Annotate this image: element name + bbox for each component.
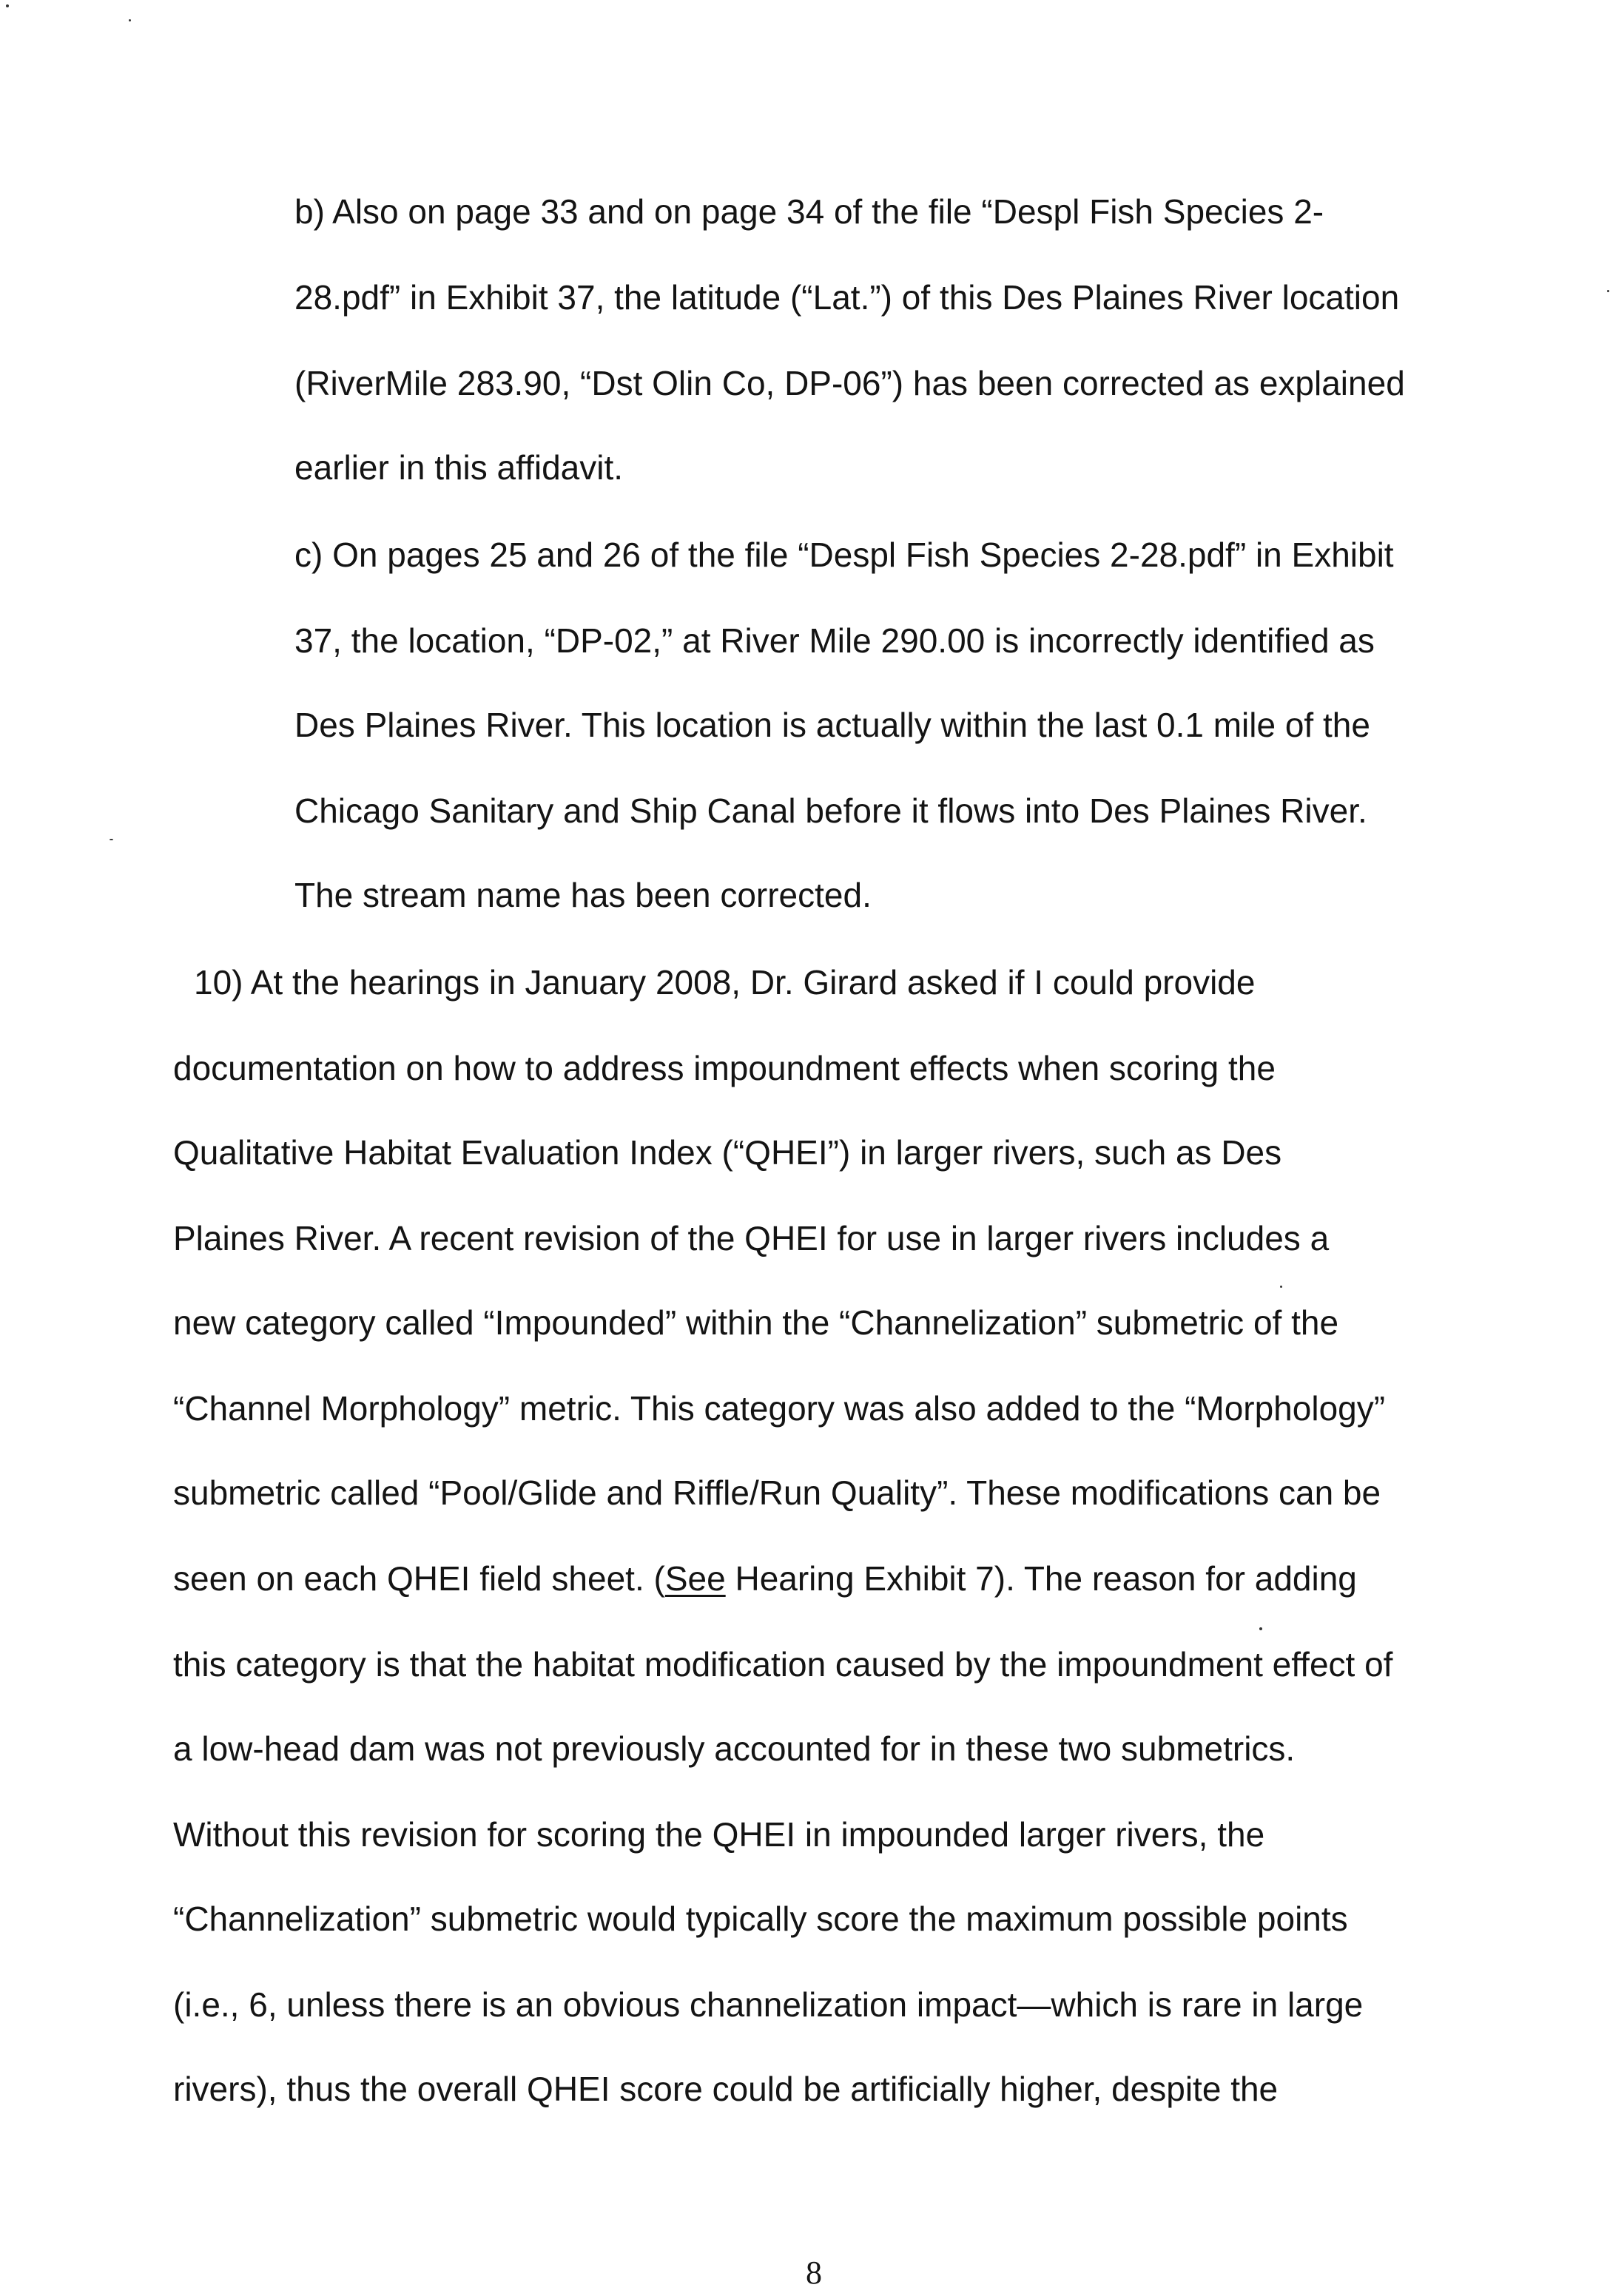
text-segment: seen on each QHEI field sheet. ( (173, 1559, 665, 1598)
text-line: 10) At the hearings in January 2008, Dr. Girard asked if I could provide (194, 963, 1256, 1002)
text-line: (RiverMile 283.90, “Dst Olin Co, DP-06”) has been corrected as explained (294, 364, 1405, 402)
scan-speck (1607, 290, 1609, 292)
text-line: Plaines River. A recent revision of the QHEI for use in larger rivers includes a (173, 1219, 1330, 1257)
text-line: submetric called “Pool/Glide and Riffle/Run Quality”. These modifications can be (173, 1473, 1381, 1512)
text-line: documentation on how to address impoundment effects when scoring the (173, 1049, 1276, 1087)
text-line: this category is that the habitat modification caused by the impoundment effect of (173, 1645, 1393, 1684)
text-line: rivers), thus the overall QHEI score could be artificially higher, despite the (173, 2070, 1279, 2108)
see-citation-signal: See (664, 1559, 726, 1598)
scan-speck (110, 839, 113, 840)
text-line: 28.pdf” in Exhibit 37, the latitude (“Lat.”) of this Des Plaines River location (294, 278, 1400, 317)
text-line (173, 1558, 1357, 1599)
scan-speck (129, 19, 131, 21)
text-line: c) On pages 25 and 26 of the file “Despl Fish Species 2-28.pdf” in Exhibit (294, 536, 1394, 574)
scan-speck (6, 4, 9, 7)
text-line: Qualitative Habitat Evaluation Index (“QHEI”) in larger rivers, such as Des (173, 1133, 1282, 1172)
text-line: Chicago Sanitary and Ship Canal before it flows into Des Plaines River. (294, 791, 1367, 830)
page-number: 8 (806, 2255, 822, 2291)
text-line: 37, the location, “DP-02,” at River Mile 290.00 is incorrectly identified as (294, 621, 1375, 660)
text-line: b) Also on page 33 and on page 34 of the file “Despl Fish Species 2- (294, 192, 1324, 231)
text-line: new category called “Impounded” within the “Channelization” submetric of the (173, 1303, 1339, 1342)
text-line: “Channelization” submetric would typically score the maximum possible points (173, 1900, 1348, 1938)
text-line: a low-head dam was not previously accounted for in these two submetrics. (173, 1729, 1296, 1768)
scan-speck (1259, 1627, 1262, 1630)
text-line: The stream name has been corrected. (294, 876, 872, 914)
text-line: Without this revision for scoring the QHEI in impounded larger rivers, the (173, 1815, 1265, 1854)
text-line: earlier in this affidavit. (294, 448, 624, 487)
text-line: “Channel Morphology” metric. This category was also added to the “Morphology” (173, 1389, 1386, 1428)
text-line: Des Plaines River. This location is actually within the last 0.1 mile of the (294, 706, 1370, 744)
scan-speck (1280, 1286, 1282, 1288)
text-line: (i.e., 6, unless there is an obvious channelization impact—which is rare in large (173, 1985, 1364, 2024)
text-segment: Hearing Exhibit 7). The reason for adding (725, 1559, 1357, 1598)
